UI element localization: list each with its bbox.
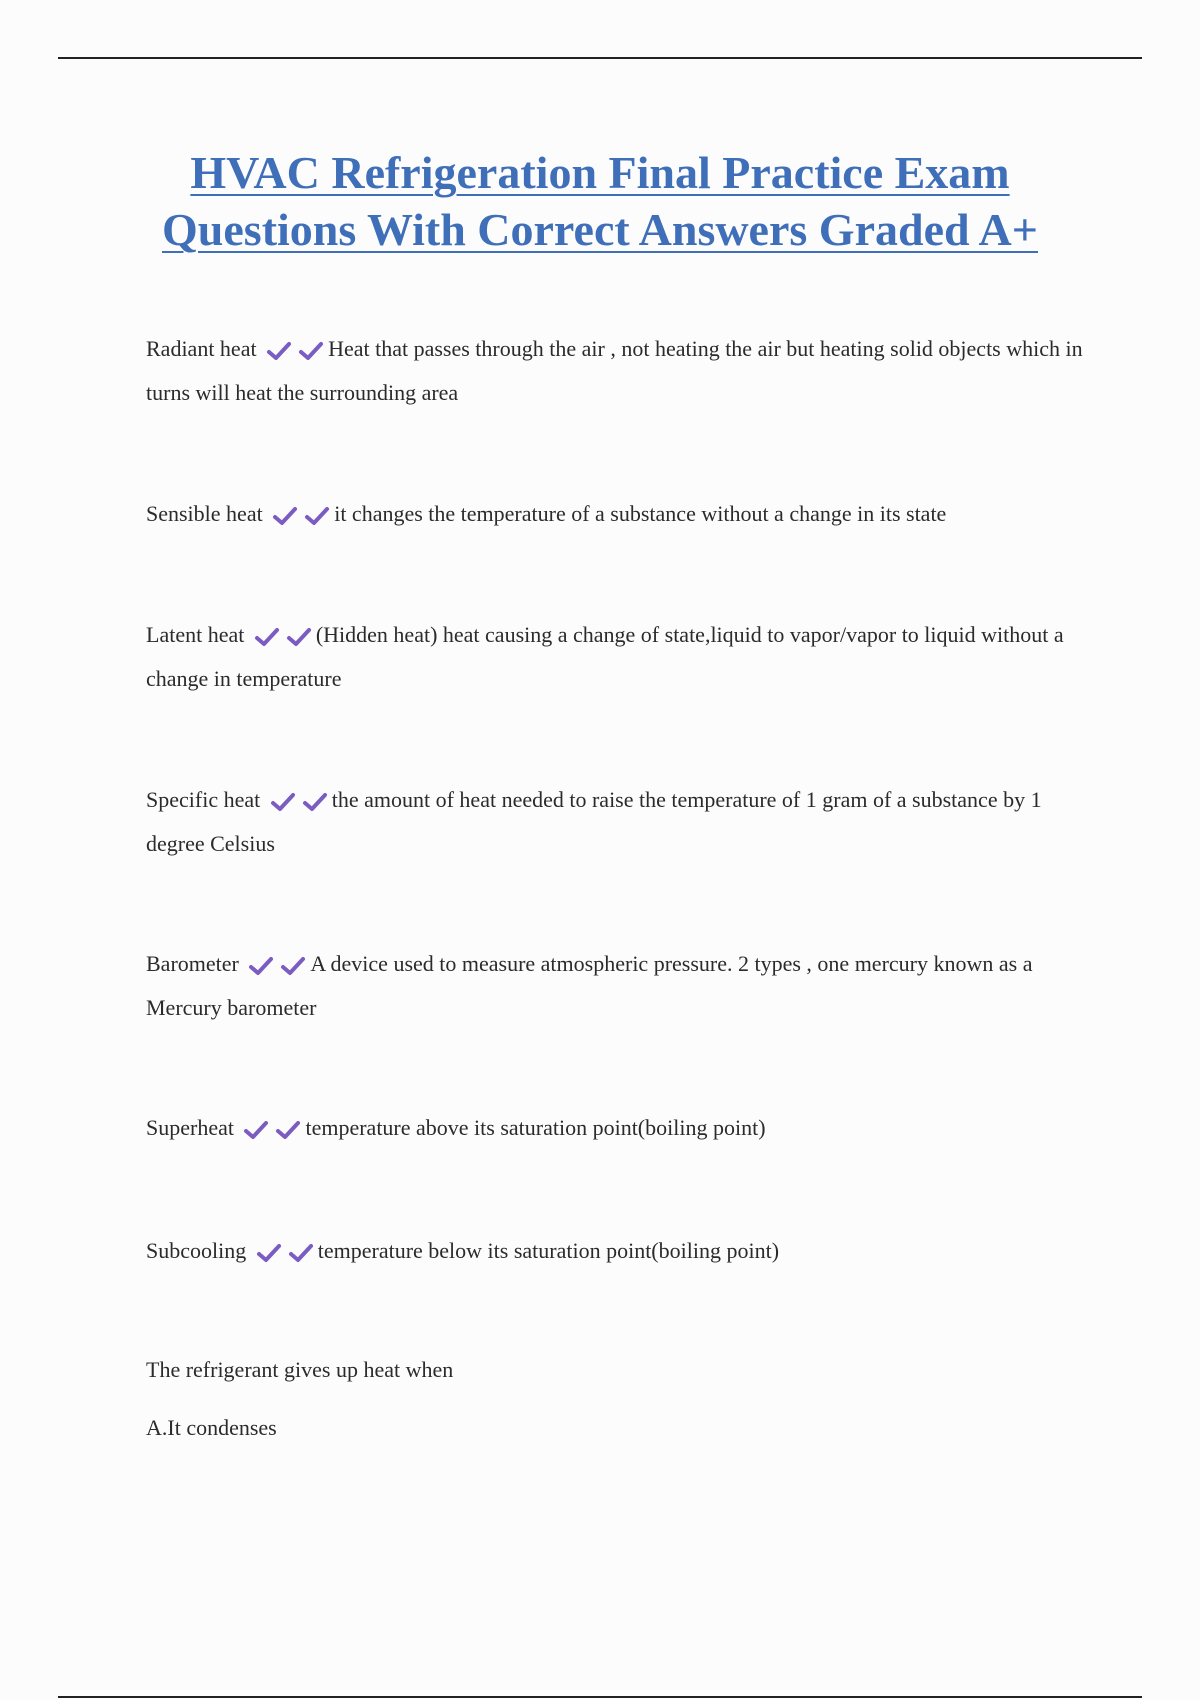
check-icon [266,340,294,362]
qa-entry [146,327,1086,415]
check-icon [304,505,332,527]
definition: A device used to measure atmospheric pressure. 2 types , one mercury known as a Mercury barometer [146,951,1033,1020]
term: Radiant heat [146,336,257,361]
qa-entry [146,1106,1086,1150]
check-icon [302,791,330,813]
definition: temperature above its saturation point(boiling point) [305,1115,766,1140]
check-icon [288,1242,316,1264]
header-rule [58,57,1142,59]
question-answer: A.It condenses [146,1415,277,1440]
qa-entry [146,942,1086,1030]
check-icon [254,626,282,648]
check-icon [256,1242,284,1264]
term: Subcooling [146,1238,247,1263]
check-icon [298,340,326,362]
question-prompt: The refrigerant gives up heat when [146,1357,454,1382]
term: Barometer [146,951,239,976]
qa-entry [146,613,1086,701]
qa-entry [146,778,1086,866]
check-icon [270,791,298,813]
term: Latent heat [146,622,245,647]
definition: Heat that passes through the air , not heating the air but heating solid objects which in turns will heat the surrounding area [146,336,1083,405]
definition: the amount of heat needed to raise the temperature of 1 gram of a substance by 1 degree Celsius [146,787,1042,856]
check-icon [275,1119,303,1141]
check-icon [286,626,314,648]
check-icon [272,505,300,527]
term: Sensible heat [146,501,263,526]
document-title: HVAC Refrigeration Final Practice Exam Questions With Correct Answers Graded A+ [162,147,1038,255]
definition: temperature below its saturation point(boiling point) [317,1238,780,1263]
check-icon [243,1119,271,1141]
qa-entry [146,1229,1086,1273]
qa-entry [146,492,1086,536]
term: Superheat [146,1115,234,1140]
definition: it changes the temperature of a substance without a change in its state [334,501,947,526]
term: Specific heat [146,787,261,812]
check-icon [280,955,308,977]
footer-rule [58,1696,1142,1698]
check-icon [248,955,276,977]
definition: (Hidden heat) heat causing a change of state,liquid to vapor/vapor to liquid without a change in temperature [146,622,1064,691]
